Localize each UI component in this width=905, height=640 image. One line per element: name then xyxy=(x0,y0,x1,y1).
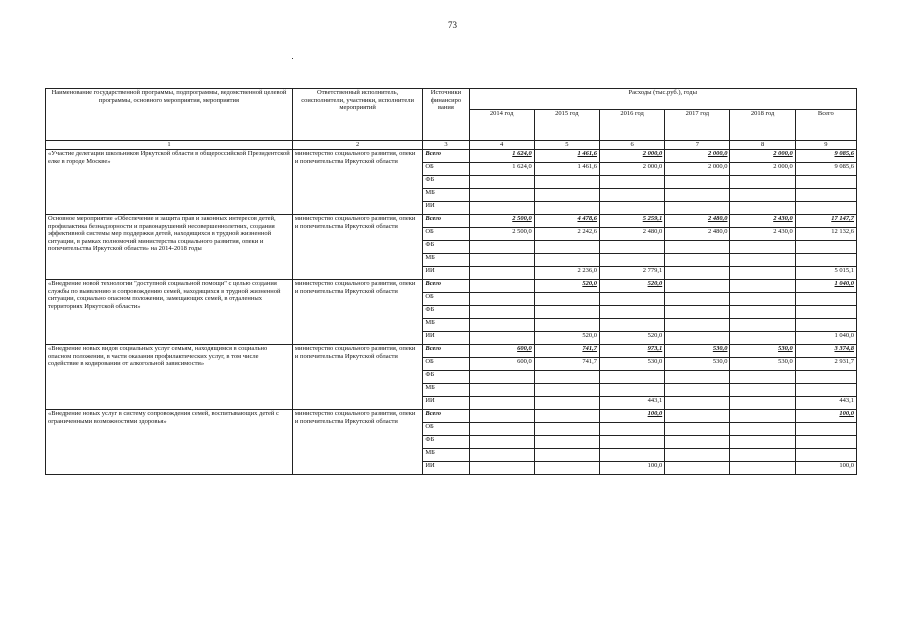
year-value xyxy=(534,371,599,384)
header-expenses: Расходы (тыс.руб.), годы xyxy=(469,89,856,110)
year-value xyxy=(665,254,730,267)
year-value xyxy=(534,176,599,189)
funding-source: МБ xyxy=(423,319,469,332)
year-value xyxy=(665,371,730,384)
year-value: 2 000,0 xyxy=(599,150,664,163)
column-number: 9 xyxy=(795,141,856,150)
year-value xyxy=(730,384,795,397)
year-value: 530,0 xyxy=(730,358,795,371)
table-body xyxy=(46,150,857,475)
year-value: 973,1 xyxy=(599,345,664,358)
program-name: «Внедрение новой технологии "доступной социальной помощи" с целью создания службы по выявлению и сопровождению семей, находящихся в трудной жизненной ситуации, социально опасном положении, замещающих семей, в отдаленных территориях Иркутской области» xyxy=(46,280,293,345)
header-executor: Ответственный исполнитель, соисполнители, участники, исполнители мероприятий xyxy=(292,89,422,141)
year-value xyxy=(469,371,534,384)
year-value: 1 624,0 xyxy=(469,163,534,176)
year-value xyxy=(534,202,599,215)
year-value xyxy=(469,384,534,397)
year-value xyxy=(534,410,599,423)
year-value: 530,0 xyxy=(665,358,730,371)
header-year: 2016 год xyxy=(599,110,664,141)
year-value xyxy=(665,332,730,345)
funding-source: Всего xyxy=(423,280,469,293)
total-value xyxy=(795,189,856,202)
year-value: 520,0 xyxy=(534,332,599,345)
year-value xyxy=(469,319,534,332)
year-value: 2 000,0 xyxy=(665,150,730,163)
executor-name: министерство социального развития, опеки и попечительства Иркутской области xyxy=(292,280,422,345)
year-value xyxy=(599,293,664,306)
header-program: Наименование государственной программы, подпрограммы, ведомственной целевой программы, основного мероприятия, мероприятия xyxy=(46,89,293,141)
year-value: 4 478,6 xyxy=(534,215,599,228)
header-year: 2015 год xyxy=(534,110,599,141)
table-row xyxy=(46,150,857,163)
year-value xyxy=(469,410,534,423)
total-value: 100,0 xyxy=(795,410,856,423)
funding-source: Всего xyxy=(423,345,469,358)
funding-source: ИИ xyxy=(423,267,469,280)
funding-source: МБ xyxy=(423,189,469,202)
total-value xyxy=(795,254,856,267)
year-value: 600,0 xyxy=(469,345,534,358)
year-value: 2 500,0 xyxy=(469,228,534,241)
funding-source: ОБ xyxy=(423,293,469,306)
year-value xyxy=(469,293,534,306)
year-value: 443,1 xyxy=(599,397,664,410)
year-value xyxy=(730,280,795,293)
program-name: Основное мероприятие «Обеспечение и защита прав и законных интересов детей, профилактика безнадзорности и правонарушений несовершеннолетних, создания эффективной системы мер поддержки детей, находящихся в трудной жизненной ситуации, в рамках полномочий министерства социального развития, опеки и попечительства Иркутской области» на 2014-2018 годы xyxy=(46,215,293,280)
year-value xyxy=(534,293,599,306)
year-value xyxy=(730,267,795,280)
funding-source: ФБ xyxy=(423,176,469,189)
year-value xyxy=(730,332,795,345)
year-value xyxy=(534,462,599,475)
executor-name: министерство социального развития, опеки и попечительства Иркутской области xyxy=(292,215,422,280)
year-value: 100,0 xyxy=(599,410,664,423)
year-value xyxy=(665,449,730,462)
year-value xyxy=(469,189,534,202)
year-value: 2 236,0 xyxy=(534,267,599,280)
total-value xyxy=(795,176,856,189)
table-row xyxy=(46,345,857,358)
year-value xyxy=(665,241,730,254)
year-value: 741,7 xyxy=(534,358,599,371)
year-value xyxy=(730,176,795,189)
total-value: 100,0 xyxy=(795,462,856,475)
year-value xyxy=(534,384,599,397)
total-value xyxy=(795,423,856,436)
year-value xyxy=(469,254,534,267)
total-value xyxy=(795,449,856,462)
funding-source: МБ xyxy=(423,384,469,397)
year-value: 2 480,0 xyxy=(599,228,664,241)
total-value: 17 147,7 xyxy=(795,215,856,228)
year-value xyxy=(665,189,730,202)
year-value xyxy=(730,202,795,215)
funding-source: ИИ xyxy=(423,462,469,475)
year-value: 530,0 xyxy=(599,358,664,371)
year-value xyxy=(665,436,730,449)
year-value: 2 000,0 xyxy=(730,163,795,176)
year-value xyxy=(469,176,534,189)
year-value xyxy=(599,319,664,332)
year-value xyxy=(469,449,534,462)
year-value: 1 624,0 xyxy=(469,150,534,163)
year-value xyxy=(599,202,664,215)
year-value xyxy=(730,306,795,319)
executor-name: министерство социального развития, опеки и попечительства Иркутской области xyxy=(292,150,422,215)
year-value: 2 430,0 xyxy=(730,228,795,241)
year-value xyxy=(599,306,664,319)
total-value: 9 085,6 xyxy=(795,163,856,176)
year-value xyxy=(665,397,730,410)
year-value xyxy=(469,436,534,449)
year-value: 2 430,0 xyxy=(730,215,795,228)
header-source: Источники финансиро вания xyxy=(423,89,469,141)
year-value xyxy=(469,462,534,475)
total-value: 2 931,7 xyxy=(795,358,856,371)
year-value xyxy=(730,189,795,202)
funding-source: ФБ xyxy=(423,436,469,449)
year-value xyxy=(665,202,730,215)
year-value xyxy=(534,306,599,319)
column-number: 8 xyxy=(730,141,795,150)
header-year: 2018 год xyxy=(730,110,795,141)
year-value xyxy=(599,254,664,267)
year-value: 2 000,0 xyxy=(665,163,730,176)
funding-source: Всего xyxy=(423,215,469,228)
year-value: 600,0 xyxy=(469,358,534,371)
year-value: 2 000,0 xyxy=(730,150,795,163)
header-year: 2017 год xyxy=(665,110,730,141)
funding-source: ОБ xyxy=(423,423,469,436)
year-value: 2 480,0 xyxy=(665,228,730,241)
table-row xyxy=(46,410,857,423)
year-value: 520,0 xyxy=(599,332,664,345)
program-name: «Участие делегации школьников Иркутской области в общероссийской Президентской елке в городе Москве» xyxy=(46,150,293,215)
executor-name: министерство социального развития, опеки и попечительства Иркутской области xyxy=(292,345,422,410)
year-value xyxy=(599,189,664,202)
year-value xyxy=(730,293,795,306)
column-number: 1 xyxy=(46,141,293,150)
year-value: 520,0 xyxy=(534,280,599,293)
program-name: «Внедрение новых видов социальных услуг семьям, находящимся в социально опасном положении, в части оказания профилактических услуг, в том числе содействие в кодировании от алкогольной зависимости» xyxy=(46,345,293,410)
year-value xyxy=(469,423,534,436)
scan-speck xyxy=(292,58,293,59)
year-value xyxy=(599,436,664,449)
year-value: 2 480,0 xyxy=(665,215,730,228)
funding-source: МБ xyxy=(423,254,469,267)
year-value xyxy=(730,436,795,449)
year-value xyxy=(469,397,534,410)
total-value: 12 132,6 xyxy=(795,228,856,241)
total-value: 9 085,6 xyxy=(795,150,856,163)
funding-source: ИИ xyxy=(423,202,469,215)
total-value xyxy=(795,306,856,319)
year-value xyxy=(469,332,534,345)
year-value xyxy=(665,176,730,189)
total-value: 5 015,1 xyxy=(795,267,856,280)
year-value xyxy=(730,254,795,267)
year-value: 1 461,6 xyxy=(534,150,599,163)
funding-source: ОБ xyxy=(423,358,469,371)
year-value: 2 779,1 xyxy=(599,267,664,280)
column-number: 7 xyxy=(665,141,730,150)
year-value xyxy=(469,306,534,319)
year-value xyxy=(599,384,664,397)
year-value: 2 000,0 xyxy=(599,163,664,176)
year-value xyxy=(469,202,534,215)
year-value: 5 259,1 xyxy=(599,215,664,228)
year-value xyxy=(665,384,730,397)
executor-name: министерство социального развития, опеки и попечительства Иркутской области xyxy=(292,410,422,475)
year-value xyxy=(665,410,730,423)
year-value xyxy=(665,293,730,306)
column-number: 3 xyxy=(423,141,469,150)
column-number: 6 xyxy=(599,141,664,150)
year-value xyxy=(534,241,599,254)
year-value: 741,7 xyxy=(534,345,599,358)
year-value xyxy=(534,189,599,202)
year-value: 520,0 xyxy=(599,280,664,293)
year-value: 530,0 xyxy=(665,345,730,358)
year-value xyxy=(534,254,599,267)
year-value: 530,0 xyxy=(730,345,795,358)
year-value xyxy=(730,319,795,332)
year-value xyxy=(534,319,599,332)
year-value xyxy=(665,306,730,319)
table-row xyxy=(46,215,857,228)
year-value: 2 242,6 xyxy=(534,228,599,241)
year-value: 1 461,6 xyxy=(534,163,599,176)
year-value: 2 500,0 xyxy=(469,215,534,228)
year-value xyxy=(730,462,795,475)
page-number: 73 xyxy=(448,20,457,30)
total-value: 1 040,0 xyxy=(795,332,856,345)
funding-source: ФБ xyxy=(423,241,469,254)
funding-source: ФБ xyxy=(423,371,469,384)
header-total: Всего xyxy=(795,110,856,141)
year-value xyxy=(599,449,664,462)
year-value xyxy=(665,267,730,280)
funding-source: Всего xyxy=(423,150,469,163)
budget-table xyxy=(45,88,857,475)
year-value: 100,0 xyxy=(599,462,664,475)
year-value xyxy=(599,176,664,189)
program-name: «Внедрение новых услуг в систему сопровождения семей, воспитывающих детей с ограниченными возможностями здоровья» xyxy=(46,410,293,475)
year-value xyxy=(730,449,795,462)
funding-source: Всего xyxy=(423,410,469,423)
table-row xyxy=(46,280,857,293)
total-value xyxy=(795,436,856,449)
year-value xyxy=(665,462,730,475)
year-value xyxy=(599,423,664,436)
year-value xyxy=(665,280,730,293)
year-value xyxy=(730,371,795,384)
column-number: 5 xyxy=(534,141,599,150)
year-value xyxy=(534,397,599,410)
header-year: 2014 год xyxy=(469,110,534,141)
year-value xyxy=(599,241,664,254)
year-value xyxy=(665,319,730,332)
funding-source: ОБ xyxy=(423,228,469,241)
year-value xyxy=(730,423,795,436)
year-value xyxy=(730,397,795,410)
total-value xyxy=(795,293,856,306)
year-value xyxy=(730,241,795,254)
total-value: 1 040,0 xyxy=(795,280,856,293)
total-value xyxy=(795,371,856,384)
total-value: 3 374,8 xyxy=(795,345,856,358)
year-value xyxy=(599,371,664,384)
year-value xyxy=(534,423,599,436)
total-value xyxy=(795,384,856,397)
year-value xyxy=(534,449,599,462)
funding-source: ФБ xyxy=(423,306,469,319)
year-value xyxy=(730,410,795,423)
column-number: 4 xyxy=(469,141,534,150)
funding-source: МБ xyxy=(423,449,469,462)
total-value xyxy=(795,319,856,332)
funding-source: ИИ xyxy=(423,332,469,345)
total-value xyxy=(795,241,856,254)
column-number: 2 xyxy=(292,141,422,150)
year-value xyxy=(469,280,534,293)
year-value xyxy=(665,423,730,436)
funding-source: ИИ xyxy=(423,397,469,410)
budget-table-container xyxy=(45,88,857,475)
year-value xyxy=(534,436,599,449)
year-value xyxy=(469,267,534,280)
funding-source: ОБ xyxy=(423,163,469,176)
total-value: 443,1 xyxy=(795,397,856,410)
total-value xyxy=(795,202,856,215)
year-value xyxy=(469,241,534,254)
